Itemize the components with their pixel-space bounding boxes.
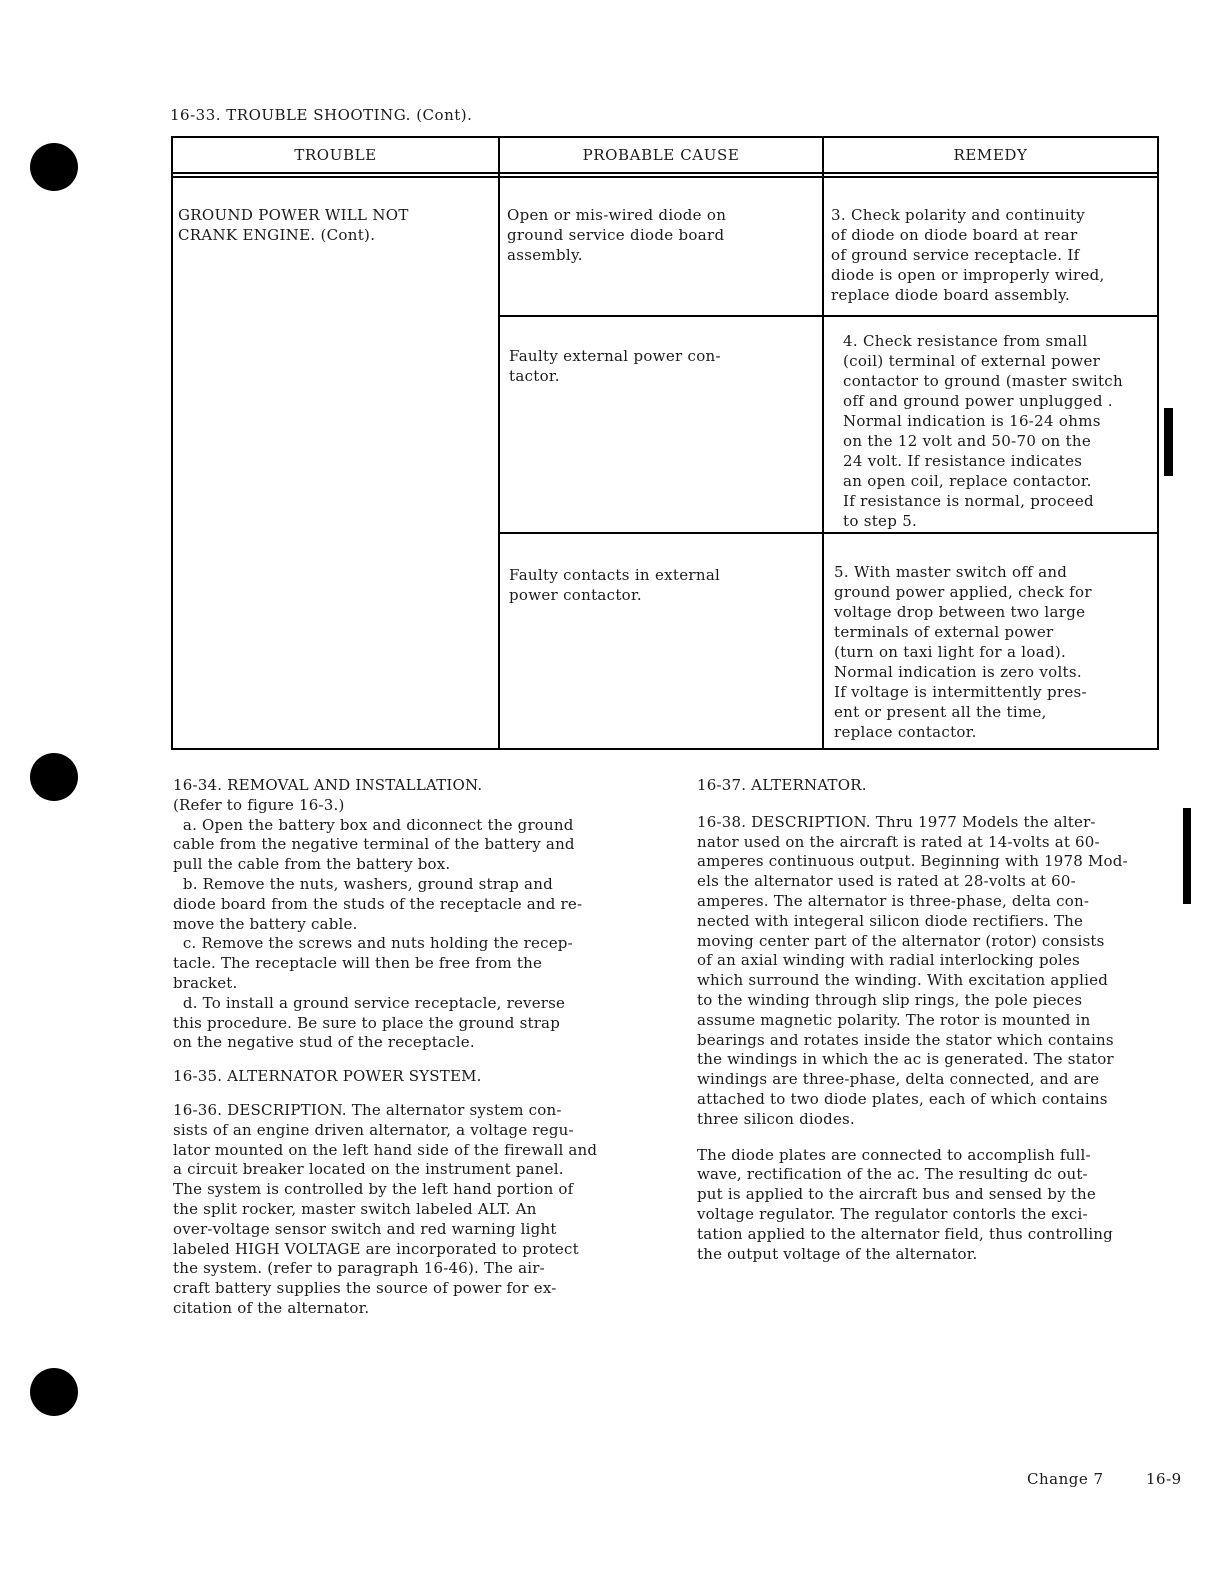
text-line: b. Remove the nuts, washers, ground strap and	[173, 874, 553, 893]
text-line: diode board from the studs of the receptacle and re-	[173, 894, 583, 913]
change-bar-table	[1164, 408, 1173, 476]
cause-cell-3	[509, 565, 817, 605]
text-line: The diode plates are connected to accomplish full-	[697, 1145, 1091, 1164]
header-trouble: TROUBLE	[294, 146, 377, 164]
text-line: 16-38. DESCRIPTION. Thru 1977 Models the alter-	[697, 812, 1096, 831]
text-line: assembly.	[507, 246, 583, 264]
text-line: (Refer to figure 16-3.)	[173, 795, 345, 814]
text-line: ground service diode board	[507, 226, 725, 244]
text-line: If resistance is normal, proceed	[843, 492, 1094, 510]
text-line: replace contactor.	[834, 723, 977, 741]
remedy-cell-2	[843, 331, 1155, 531]
left-column	[173, 776, 663, 1319]
text-line: tation applied to the alternator field, thus controlling	[697, 1224, 1113, 1243]
text-line: Faulty contacts in external	[509, 566, 721, 584]
text-line: bracket.	[173, 973, 238, 992]
section-header: 16-33. TROUBLE SHOOTING. (Cont).	[170, 106, 473, 124]
text-line: c. Remove the screws and nuts holding the recep-	[173, 934, 573, 953]
cause-cell-1	[507, 205, 817, 265]
text-line: which surround the winding. With excitation applied	[697, 971, 1108, 990]
text-line: tactor.	[509, 367, 560, 385]
text-line: 3. Check polarity and continuity	[831, 206, 1086, 224]
footer-page-number: 16-9	[1146, 1470, 1182, 1488]
text-line: an open coil, replace contactor.	[843, 472, 1092, 490]
right-column	[697, 776, 1182, 1264]
text-line: The system is controlled by the left hand portion of	[173, 1180, 574, 1199]
text-line: tacle. The receptacle will then be free from the	[173, 954, 543, 973]
section-16-37-title: 16-37. ALTERNATOR.	[697, 776, 867, 794]
text-line: the windings in which the ac is generated. The stator	[697, 1050, 1114, 1069]
punch-hole-middle	[30, 753, 78, 801]
text-line: 4. Check resistance from small	[843, 332, 1088, 350]
text-line: voltage drop between two large	[834, 603, 1086, 621]
text-line: this procedure. Be sure to place the ground strap	[173, 1013, 561, 1032]
text-line: CRANK ENGINE. (Cont).	[178, 226, 376, 244]
text-line: (turn on taxi light for a load).	[834, 643, 1067, 661]
section-16-34-title: 16-34. REMOVAL AND INSTALLATION.	[173, 776, 483, 794]
text-line: labeled HIGH VOLTAGE are incorporated to protect	[173, 1239, 579, 1258]
text-line: to the winding through slip rings, the pole pieces	[697, 990, 1083, 1009]
table-header-gap	[173, 174, 1157, 178]
text-line: a circuit breaker located on the instrument panel.	[173, 1160, 564, 1179]
section-16-35-title: 16-35. ALTERNATOR POWER SYSTEM.	[173, 1067, 482, 1086]
text-line: move the battery cable.	[173, 914, 358, 933]
text-line: nected with integeral silicon diode rectifiers. The	[697, 911, 1084, 930]
text-line: voltage regulator. The regulator contorls the exci-	[697, 1204, 1088, 1223]
text-line: of ground service receptacle. If	[831, 246, 1080, 264]
text-line: the split rocker, master switch labeled ALT. An	[173, 1199, 537, 1218]
text-line: 5. With master switch off and	[834, 563, 1068, 581]
change-bar-alternator	[1183, 808, 1191, 904]
text-line: GROUND POWER WILL NOT	[178, 206, 409, 224]
text-line: amperes continuous output. Beginning with 1978 Mod-	[697, 852, 1128, 871]
text-line: assume magnetic polarity. The rotor is mounted in	[697, 1010, 1091, 1029]
remedy-cell-1	[831, 205, 1155, 305]
header-remedy: REMEDY	[953, 146, 1028, 164]
text-line: off and ground power unplugged .	[843, 392, 1113, 410]
text-line: moving center part of the alternator (rotor) consists	[697, 931, 1105, 950]
text-line: power contactor.	[509, 586, 642, 604]
text-line: wave, rectification of the ac. The resulting dc out-	[697, 1165, 1088, 1184]
row-divider-1	[500, 315, 1157, 317]
column-divider-1	[498, 138, 500, 748]
text-line: ground power applied, check for	[834, 583, 1092, 601]
header-probable-cause: PROBABLE CAUSE	[582, 146, 740, 164]
trouble-cell	[178, 205, 493, 245]
column-divider-2	[822, 138, 824, 748]
troubleshooting-table	[171, 136, 1159, 750]
text-line: sists of an engine driven alternator, a voltage regu-	[173, 1120, 574, 1139]
text-line: pull the cable from the battery box.	[173, 855, 451, 874]
text-line: on the 12 volt and 50-70 on the	[843, 432, 1092, 450]
text-line: ent or present all the time,	[834, 703, 1047, 721]
text-line: 16-36. DESCRIPTION. The alternator system con-	[173, 1100, 562, 1119]
text-line: to step 5.	[843, 512, 918, 530]
punch-hole-bottom	[30, 1368, 78, 1416]
text-line: d. To install a ground service receptacle, reverse	[173, 993, 566, 1012]
text-line: replace diode board assembly.	[831, 286, 1071, 304]
text-line: the system. (refer to paragraph 16-46). The air-	[173, 1259, 545, 1278]
text-line: a. Open the battery box and diconnect the ground	[173, 815, 574, 834]
text-line: citation of the alternator.	[173, 1298, 370, 1317]
text-line: els the alternator used is rated at 28-volts at 60-	[697, 872, 1076, 891]
row-divider-2	[500, 532, 1157, 534]
text-line: nator used on the aircraft is rated at 14-volts at 60-	[697, 832, 1100, 851]
text-line: Faulty external power con-	[509, 347, 721, 365]
text-line: terminals of external power	[834, 623, 1054, 641]
text-line: windings are three-phase, delta connected, and are	[697, 1070, 1100, 1089]
text-line: on the negative stud of the receptacle.	[173, 1033, 475, 1052]
text-line: the output voltage of the alternator.	[697, 1244, 978, 1263]
text-line: attached to two diode plates, each of which contains	[697, 1089, 1108, 1108]
text-line: Normal indication is zero volts.	[834, 663, 1082, 681]
text-line: diode is open or improperly wired,	[831, 266, 1105, 284]
text-line: amperes. The alternator is three-phase, delta con-	[697, 891, 1090, 910]
text-line: of an axial winding with radial interlocking poles	[697, 951, 1080, 970]
text-line: craft battery supplies the source of power for ex-	[173, 1279, 557, 1298]
text-line: Open or mis-wired diode on	[507, 206, 727, 224]
text-line: contactor to ground (master switch	[843, 372, 1123, 390]
text-line: three silicon diodes.	[697, 1109, 855, 1128]
text-line: Normal indication is 16-24 ohms	[843, 412, 1101, 430]
text-line: put is applied to the aircraft bus and sensed by the	[697, 1185, 1096, 1204]
text-line: over-voltage sensor switch and red warning light	[173, 1219, 557, 1238]
text-line: of diode on diode board at rear	[831, 226, 1078, 244]
text-line: 24 volt. If resistance indicates	[843, 452, 1083, 470]
text-line: (coil) terminal of external power	[843, 352, 1101, 370]
footer-change: Change 7	[1027, 1470, 1104, 1488]
punch-hole-top	[30, 143, 78, 191]
cause-cell-2	[509, 346, 817, 386]
text-line: lator mounted on the left hand side of the firewall and	[173, 1140, 598, 1159]
text-line: cable from the negative terminal of the battery and	[173, 835, 575, 854]
remedy-cell-3	[834, 562, 1155, 742]
text-line: bearings and rotates inside the stator which contains	[697, 1030, 1114, 1049]
text-line: If voltage is intermittently pres-	[834, 683, 1087, 701]
